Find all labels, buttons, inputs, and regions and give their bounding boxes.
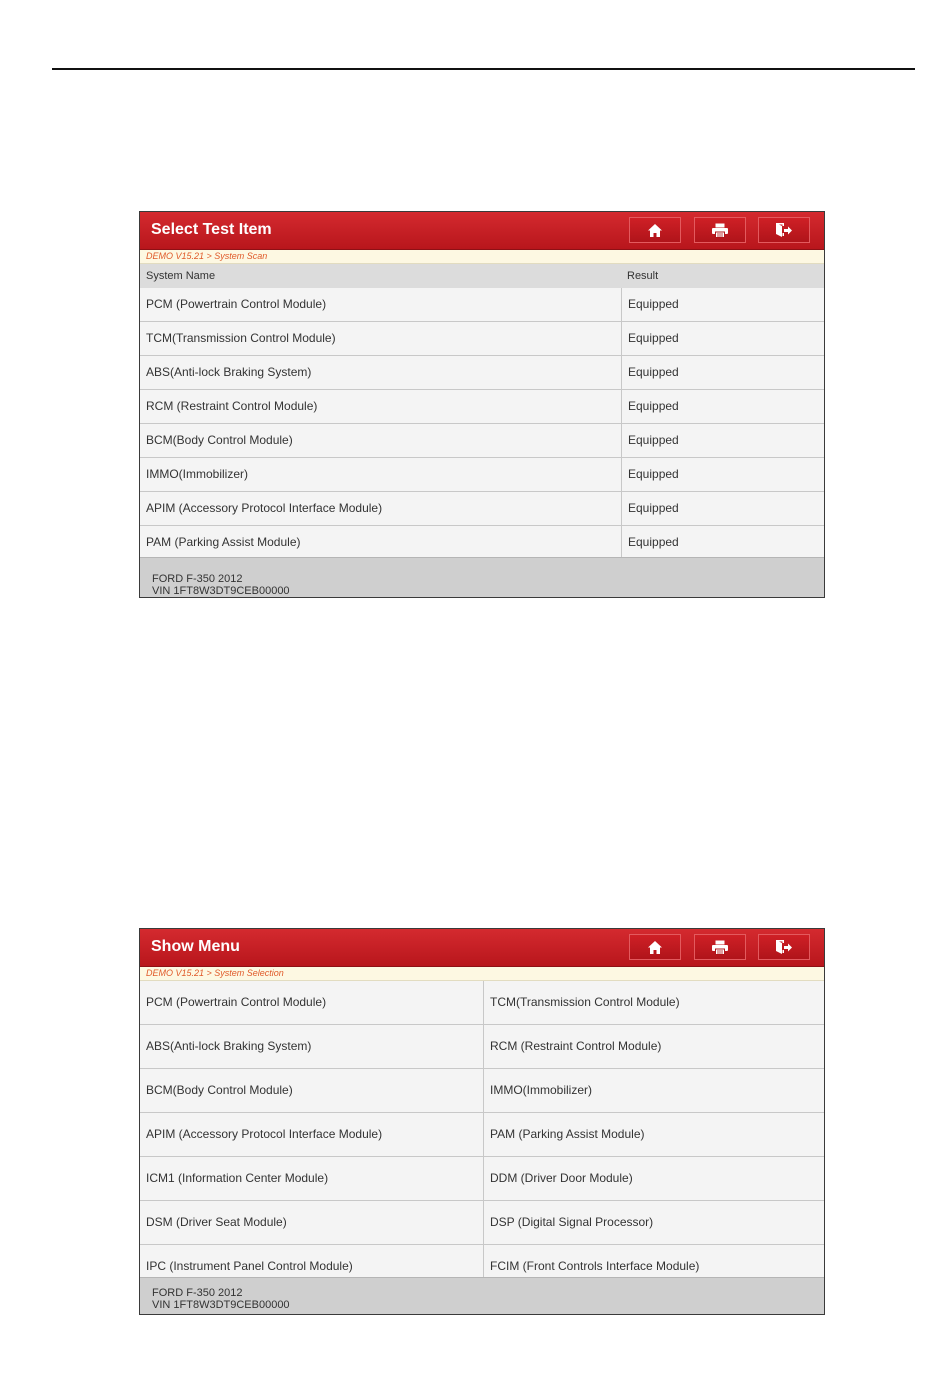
menu-item[interactable]: IPC (Instrument Panel Control Module) xyxy=(146,1259,353,1273)
system-result: Equipped xyxy=(621,458,824,491)
print-button[interactable] xyxy=(694,934,746,960)
print-button[interactable] xyxy=(694,217,746,243)
vehicle-info-footer xyxy=(140,557,824,597)
system-menu-grid xyxy=(140,981,824,1289)
menu-item[interactable]: ABS(Anti-lock Braking System) xyxy=(146,1039,312,1053)
show-menu-screen xyxy=(139,928,825,1315)
title-bar xyxy=(140,929,824,967)
vehicle-info-footer xyxy=(140,1277,824,1314)
system-result: Equipped xyxy=(621,526,824,559)
exit-icon xyxy=(775,939,793,955)
table-row[interactable] xyxy=(140,526,824,560)
vehicle-model: FORD F-350 2012 xyxy=(152,573,243,585)
page-header-rule xyxy=(52,68,915,70)
menu-item[interactable]: TCM(Transmission Control Module) xyxy=(483,981,824,1024)
menu-item[interactable]: BCM(Body Control Module) xyxy=(146,1083,293,1097)
table-row[interactable] xyxy=(140,424,824,458)
home-icon xyxy=(647,940,663,955)
title-bar xyxy=(140,212,824,250)
menu-item[interactable]: ICM1 (Information Center Module) xyxy=(146,1171,329,1185)
menu-item[interactable]: APIM (Accessory Protocol Interface Module) xyxy=(146,1127,383,1141)
vehicle-vin: VIN 1FT8W3DT9CEB00000 xyxy=(152,585,290,597)
column-header-system-name: System Name xyxy=(146,270,216,282)
table-row[interactable] xyxy=(140,322,824,356)
exit-button[interactable] xyxy=(758,934,810,960)
screen-title: Select Test Item xyxy=(151,221,272,238)
system-result: Equipped xyxy=(621,424,824,457)
system-name: PAM (Parking Assist Module) xyxy=(146,535,301,549)
table-row[interactable] xyxy=(140,458,824,492)
system-result: Equipped xyxy=(621,492,824,525)
menu-item[interactable]: RCM (Restraint Control Module) xyxy=(483,1025,824,1068)
system-name: TCM(Transmission Control Module) xyxy=(146,331,336,345)
system-result: Equipped xyxy=(621,322,824,355)
menu-item[interactable]: PAM (Parking Assist Module) xyxy=(483,1113,824,1156)
menu-item[interactable]: DSP (Digital Signal Processor) xyxy=(483,1201,824,1244)
menu-row xyxy=(140,1069,824,1113)
menu-item[interactable]: IMMO(Immobilizer) xyxy=(483,1069,824,1112)
menu-row xyxy=(140,981,824,1025)
menu-item[interactable]: DDM (Driver Door Module) xyxy=(483,1157,824,1200)
table-header xyxy=(140,264,824,288)
system-name: RCM (Restraint Control Module) xyxy=(146,399,318,413)
table-row[interactable] xyxy=(140,492,824,526)
menu-item[interactable]: PCM (Powertrain Control Module) xyxy=(146,995,327,1009)
menu-row xyxy=(140,1157,824,1201)
system-result: Equipped xyxy=(621,390,824,423)
menu-row xyxy=(140,1201,824,1245)
select-test-item-screen xyxy=(139,211,825,598)
system-name: BCM(Body Control Module) xyxy=(146,433,293,447)
scan-results-table xyxy=(140,288,824,560)
home-button[interactable] xyxy=(629,217,681,243)
menu-row xyxy=(140,1025,824,1069)
table-row[interactable] xyxy=(140,390,824,424)
exit-icon xyxy=(775,222,793,238)
home-button[interactable] xyxy=(629,934,681,960)
table-row[interactable] xyxy=(140,356,824,390)
menu-item[interactable]: DSM (Driver Seat Module) xyxy=(146,1215,287,1229)
table-row[interactable] xyxy=(140,288,824,322)
menu-row xyxy=(140,1113,824,1157)
system-name: PCM (Powertrain Control Module) xyxy=(146,297,327,311)
screen-title: Show Menu xyxy=(151,938,240,955)
system-result: Equipped xyxy=(621,356,824,389)
system-result: Equipped xyxy=(621,288,824,321)
menu-item[interactable]: FCIM (Front Controls Interface Module) xyxy=(483,1245,824,1288)
print-icon xyxy=(711,940,729,955)
home-icon xyxy=(647,223,663,238)
vehicle-model: FORD F-350 2012 xyxy=(152,1287,243,1299)
breadcrumb: DEMO V15.21 > System Scan xyxy=(140,250,824,264)
vehicle-vin: VIN 1FT8W3DT9CEB00000 xyxy=(152,1299,290,1311)
system-name: APIM (Accessory Protocol Interface Module) xyxy=(146,501,383,515)
system-name: IMMO(Immobilizer) xyxy=(146,467,248,481)
breadcrumb: DEMO V15.21 > System Selection xyxy=(140,967,824,981)
column-header-result: Result xyxy=(627,270,659,282)
system-name: ABS(Anti-lock Braking System) xyxy=(146,365,312,379)
print-icon xyxy=(711,223,729,238)
exit-button[interactable] xyxy=(758,217,810,243)
